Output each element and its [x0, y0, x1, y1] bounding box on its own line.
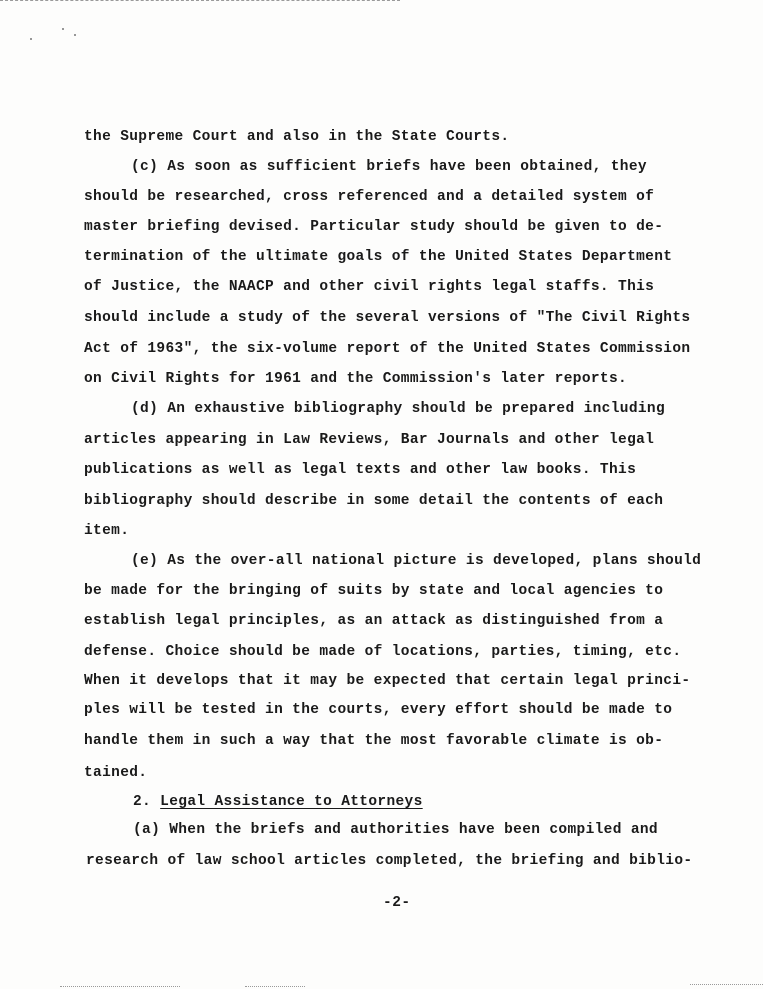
- body-line: Act of 1963", the six-volume report of the United States Commission: [84, 341, 691, 357]
- scan-edge-rule: [245, 986, 305, 987]
- section-heading: [133, 793, 423, 811]
- body-line: should be researched, cross referenced and a detailed system of: [84, 189, 655, 205]
- body-line: be made for the bringing of suits by state and local agencies to: [84, 583, 664, 599]
- body-line: item.: [84, 523, 130, 539]
- body-line: (d) An exhaustive bibliography should be prepared including: [131, 401, 666, 417]
- scan-edge-rule: [60, 986, 180, 987]
- body-line: bibliography should describe in some detail the contents of each: [84, 493, 664, 509]
- body-line: termination of the ultimate goals of the United States Department: [84, 249, 673, 265]
- section-title: Legal Assistance to Attorneys: [160, 794, 423, 810]
- body-line: the Supreme Court and also in the State Courts.: [84, 129, 510, 145]
- scan-speck: [74, 34, 76, 36]
- body-line: articles appearing in Law Reviews, Bar Journals and other legal: [84, 432, 655, 448]
- body-line: (c) As soon as sufficient briefs have been obtained, they: [131, 159, 647, 175]
- body-line: (e) As the over-all national picture is developed, plans should: [131, 553, 702, 569]
- section-number: 2.: [133, 794, 152, 810]
- body-line: of Justice, the NAACP and other civil rights legal staffs. This: [84, 279, 655, 295]
- body-line: tained.: [84, 765, 148, 781]
- body-line: publications as well as legal texts and other law books. This: [84, 462, 637, 478]
- body-line: master briefing devised. Particular study should be given to de-: [84, 219, 664, 235]
- body-line: on Civil Rights for 1961 and the Commission's later reports.: [84, 371, 628, 387]
- body-line: research of law school articles completed, the briefing and biblio-: [86, 853, 693, 869]
- body-line: ples will be tested in the courts, every effort should be made to: [84, 702, 673, 718]
- scan-edge-rule: [0, 0, 400, 1]
- body-line: establish legal principles, as an attack as distinguished from a: [84, 613, 664, 629]
- scan-speck: [30, 38, 32, 40]
- scan-speck: [62, 28, 64, 30]
- body-line: handle them in such a way that the most favorable climate is ob-: [84, 733, 664, 749]
- body-line: When it develops that it may be expected that certain legal princi-: [84, 673, 691, 689]
- page-number: -2-: [383, 895, 411, 911]
- body-line: should include a study of the several versions of "The Civil Rights: [84, 310, 691, 326]
- body-line: defense. Choice should be made of locations, parties, timing, etc.: [84, 644, 682, 660]
- body-line: (a) When the briefs and authorities have been compiled and: [133, 822, 658, 838]
- scan-edge-rule: [690, 984, 763, 985]
